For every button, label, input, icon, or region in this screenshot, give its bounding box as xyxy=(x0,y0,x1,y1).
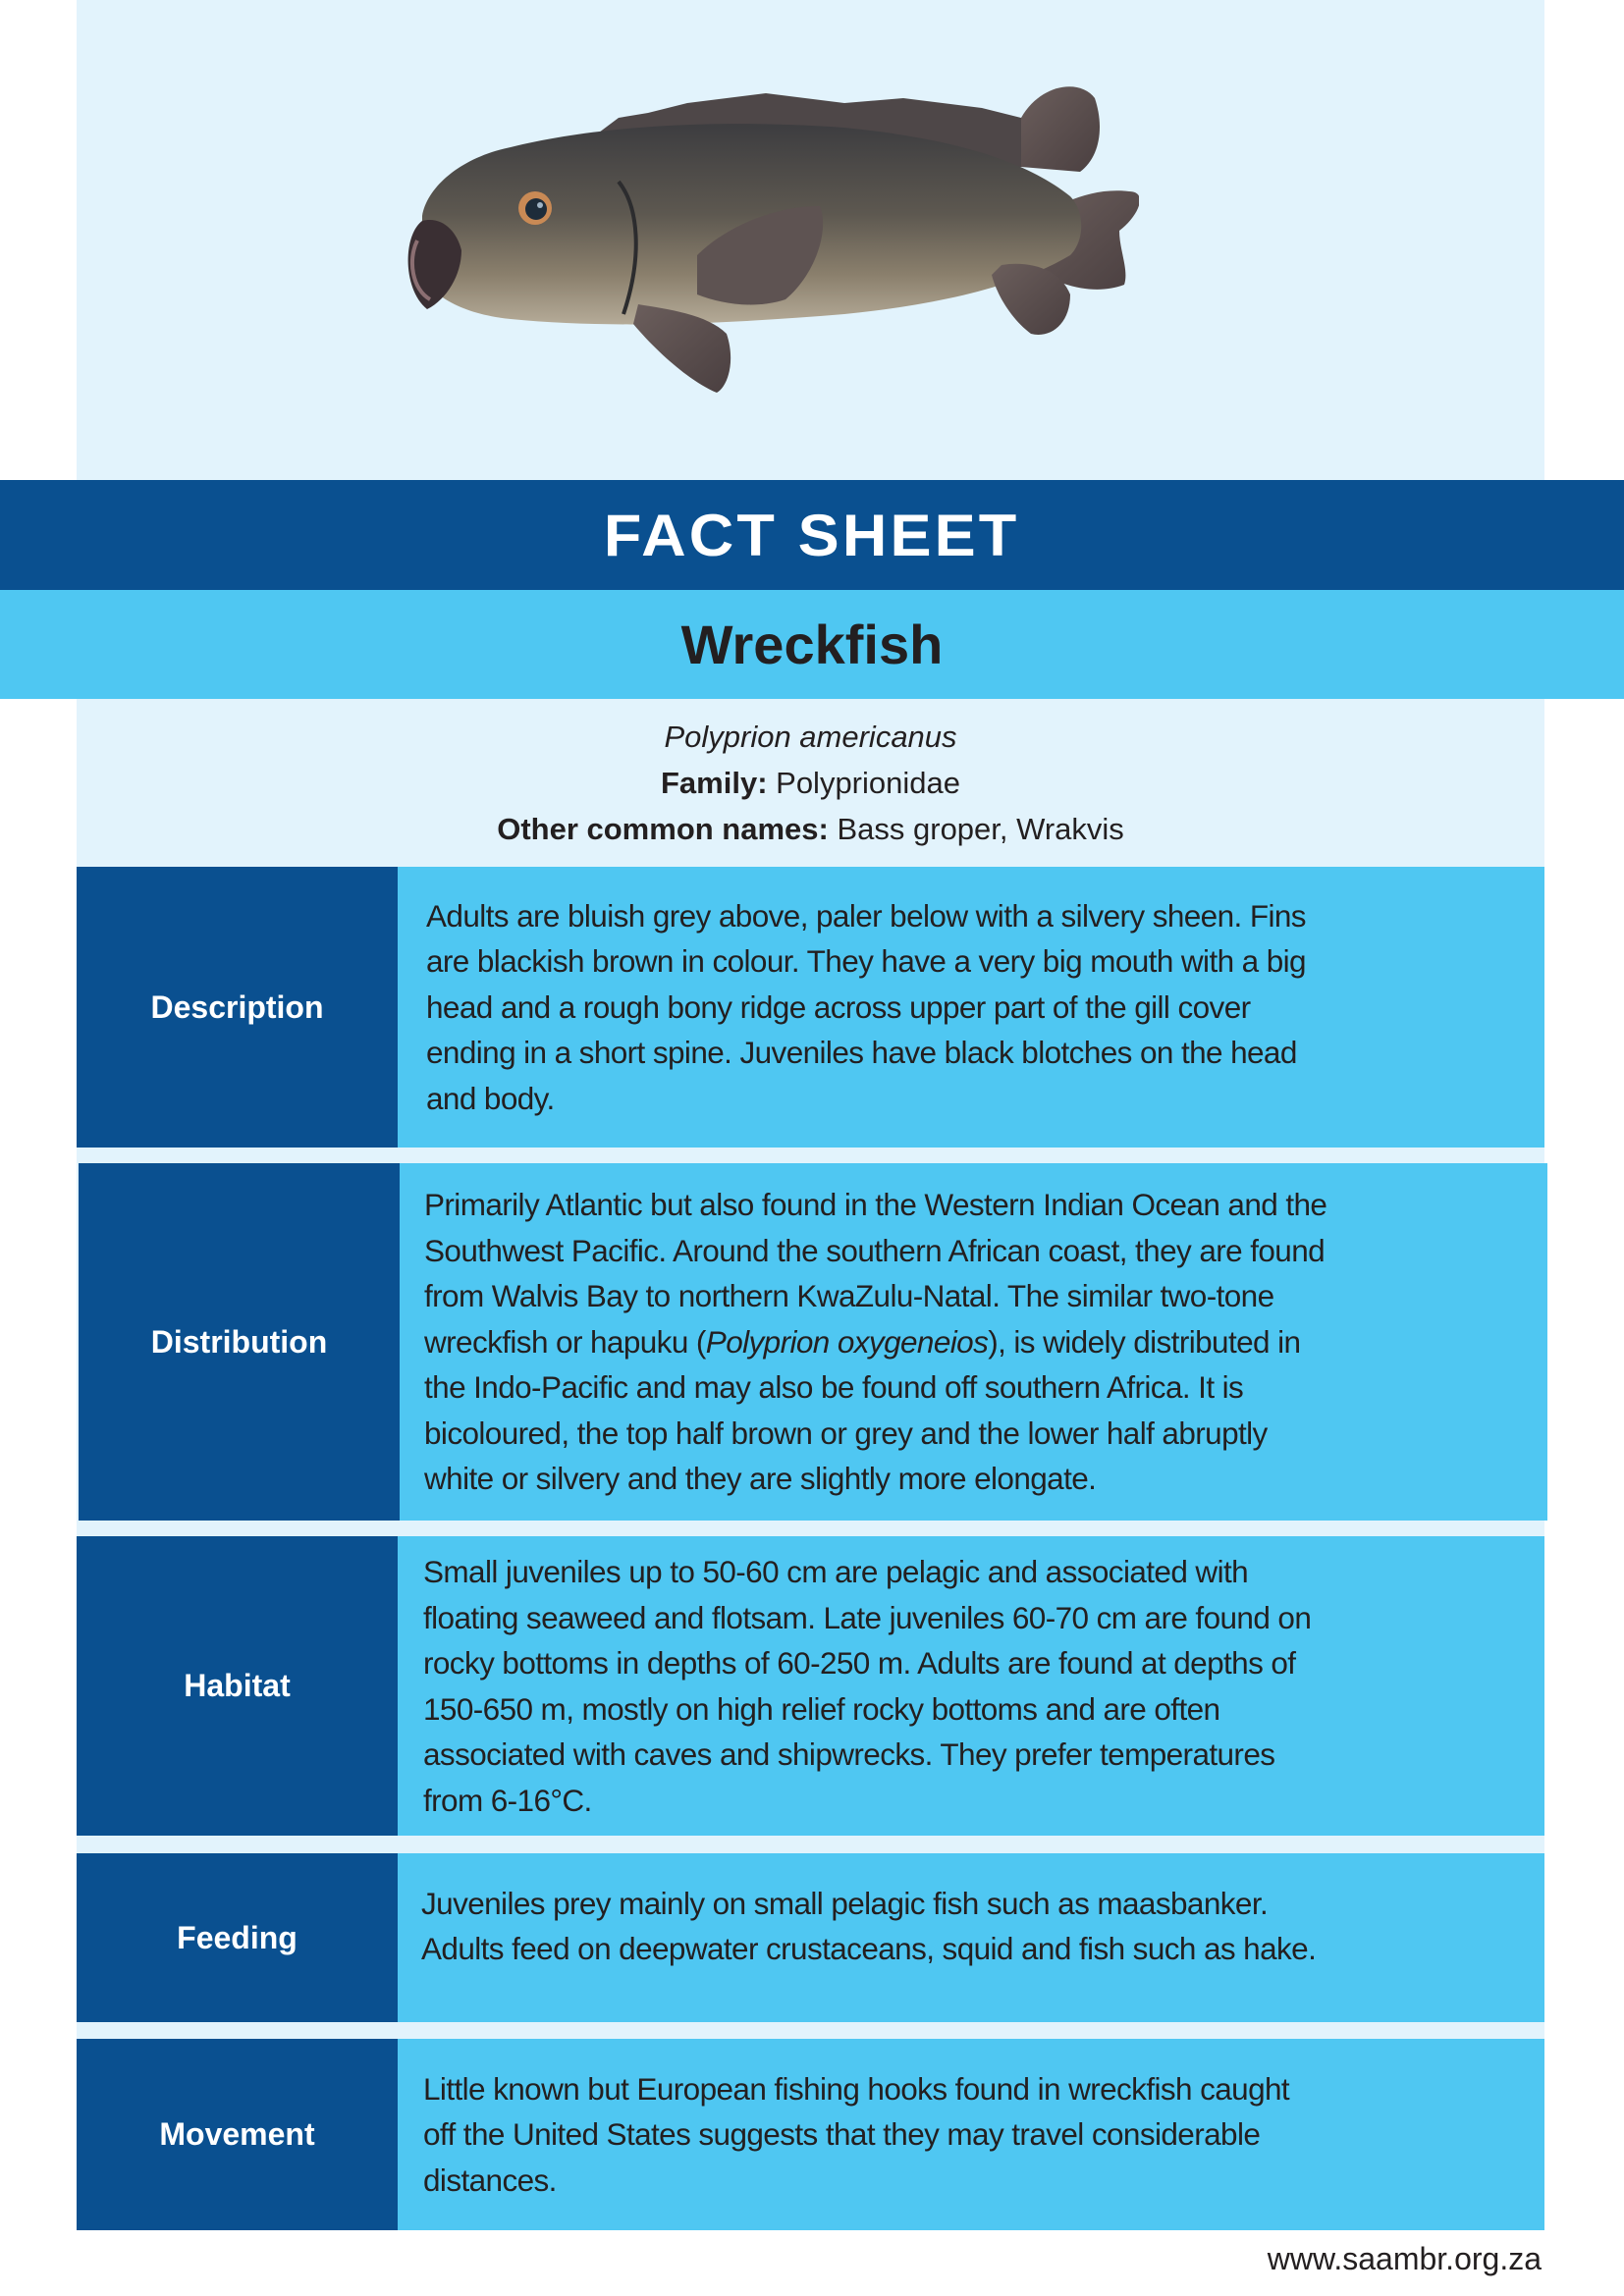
italic-species-name: Polyprion oxygeneios xyxy=(705,1323,989,1360)
fact-sheet-banner xyxy=(0,480,1624,590)
section-content xyxy=(398,1536,1544,1836)
text-line: and body. xyxy=(426,1080,555,1116)
text-segment: wreckfish or hapuku ( xyxy=(424,1323,706,1360)
scientific-name: Polyprion americanus xyxy=(664,720,957,754)
text-line: rocky bottoms in depths of 60-250 m. Adults are found at depths of xyxy=(423,1645,1296,1681)
text-line: associated with caves and shipwrecks. They prefer temperatures xyxy=(423,1736,1275,1772)
fish-photo xyxy=(393,59,1139,442)
text-line: distances. xyxy=(423,2162,557,2198)
scientific-name-line xyxy=(77,714,1544,760)
text-line: floating seaweed and flotsam. Late juveniles 60-70 cm are found on xyxy=(423,1599,1312,1635)
section-distribution xyxy=(79,1163,1547,1521)
section-movement xyxy=(77,2039,1544,2230)
family-label: Family: xyxy=(660,766,768,800)
text-line: the Indo-Pacific and may also be found off southern Africa. It is xyxy=(424,1369,1244,1406)
section-content xyxy=(400,1163,1547,1521)
section-content xyxy=(398,867,1544,1148)
section-label: Feeding xyxy=(77,1853,398,2022)
text-line: Small juveniles up to 50-60 cm are pelagic and associated with xyxy=(423,1554,1249,1589)
section-content xyxy=(398,2039,1544,2230)
text-line: from 6-16°C. xyxy=(423,1782,592,1818)
banner-title: FACT SHEET xyxy=(604,502,1020,568)
text-line: white or silvery and they are slightly more elongate. xyxy=(424,1461,1097,1497)
website-link[interactable]: www.saambr.org.za xyxy=(1267,2241,1542,2276)
section-content xyxy=(398,1853,1544,2022)
section-label: Movement xyxy=(77,2039,398,2230)
section-habitat xyxy=(77,1536,1544,1836)
other-names-label: Other common names: xyxy=(497,812,829,846)
text-line: Primarily Atlantic but also found in the Western Indian Ocean and the xyxy=(424,1187,1327,1223)
text-line: from Walvis Bay to northern KwaZulu-Natal. The similar two-tone xyxy=(424,1278,1274,1314)
section-label: Habitat xyxy=(77,1536,398,1836)
section-label: Distribution xyxy=(79,1163,400,1521)
text-line: Little known but European fishing hooks found in wreckfish caught xyxy=(423,2070,1290,2107)
text-line: off the United States suggests that they may travel considerable xyxy=(423,2116,1261,2153)
text-line: Juveniles prey mainly on small pelagic fish such as maasbanker. xyxy=(421,1885,1269,1921)
section-label: Description xyxy=(77,867,398,1148)
text-line: are blackish brown in colour. They have a very big mouth with a big xyxy=(426,943,1306,980)
family-value: Polyprionidae xyxy=(776,766,960,800)
other-names-value: Bass groper, Wrakvis xyxy=(837,812,1124,846)
species-name-banner xyxy=(0,590,1624,699)
text-line: Southwest Pacific. Around the southern African coast, they are found xyxy=(424,1232,1326,1268)
section-description xyxy=(77,867,1544,1148)
text-line: head and a rough bony ridge across upper part of the gill cover xyxy=(426,988,1251,1025)
text-line: ending in a short spine. Juveniles have black blotches on the head xyxy=(426,1035,1297,1071)
text-line: 150-650 m, mostly on high relief rocky bottoms and are often xyxy=(423,1690,1220,1727)
text-line xyxy=(424,1319,1547,1365)
family-line xyxy=(77,760,1544,806)
text-segment: ), is widely distributed in xyxy=(988,1323,1301,1360)
text-line: bicoloured, the top half brown or grey and the lower half abruptly xyxy=(424,1415,1268,1451)
text-line: Adults feed on deepwater crustaceans, squid and fish such as hake. xyxy=(421,1931,1317,1966)
text-line: Adults are bluish grey above, paler below with a silvery sheen. Fins xyxy=(426,897,1306,934)
section-feeding xyxy=(77,1853,1544,2022)
species-common-name: Wreckfish xyxy=(680,614,944,675)
other-names-line xyxy=(77,806,1544,852)
